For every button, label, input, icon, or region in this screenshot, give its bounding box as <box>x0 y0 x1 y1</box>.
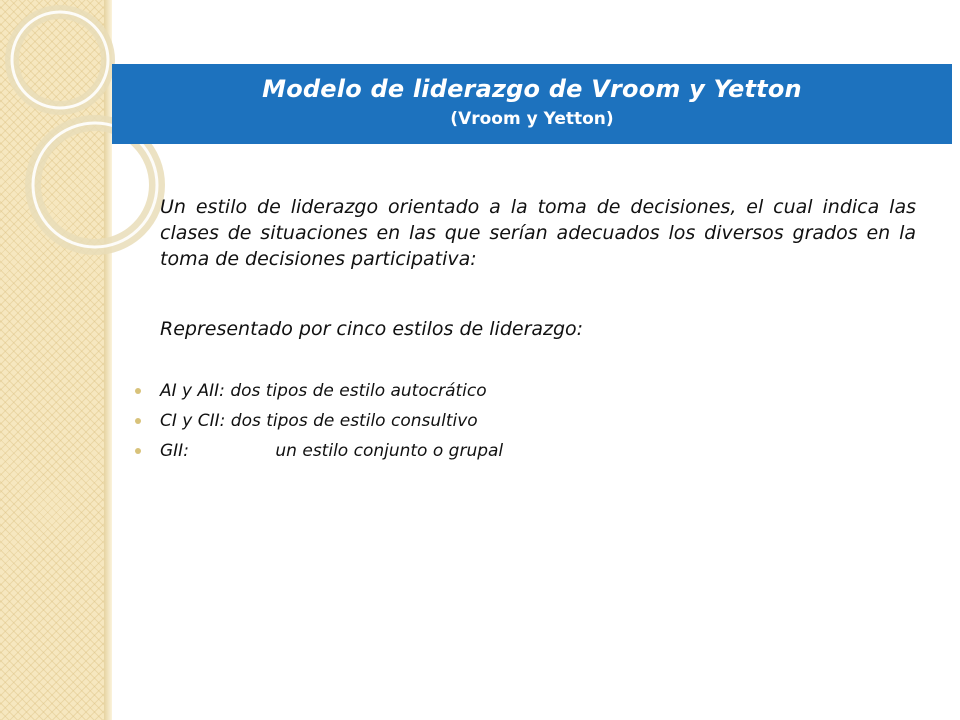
intro-paragraph: Un estilo de liderazgo orientado a la toma de decisiones, el cual indica las clases de situaciones en las que serían adecuados los diversos grados en la toma de decisiones participativa: <box>160 196 916 270</box>
style-description: dos tipos de estilo consultivo <box>230 411 478 431</box>
list-item <box>132 376 916 406</box>
style-description: dos tipos de estilo autocrático <box>230 381 487 401</box>
list-item <box>132 436 916 466</box>
title-banner <box>112 64 952 144</box>
lead-sentence: Representado por cinco estilos de liderazgo: <box>160 318 584 340</box>
style-code: AI y AII: <box>160 381 225 401</box>
slide-content <box>160 194 916 466</box>
style-list <box>160 376 916 466</box>
style-description: un estilo conjunto o grupal <box>275 441 504 461</box>
list-item <box>132 406 916 436</box>
bullet-dot-icon <box>135 418 141 424</box>
page-subtitle: (Vroom y Yetton) <box>450 109 614 129</box>
bullet-dot-icon <box>135 448 141 454</box>
bullet-dot-icon <box>135 388 141 394</box>
page-title: Modelo de liderazgo de Vroom y Yetton <box>262 75 802 103</box>
style-code: CI y CII: <box>160 411 226 431</box>
style-code: GII: <box>160 441 189 461</box>
